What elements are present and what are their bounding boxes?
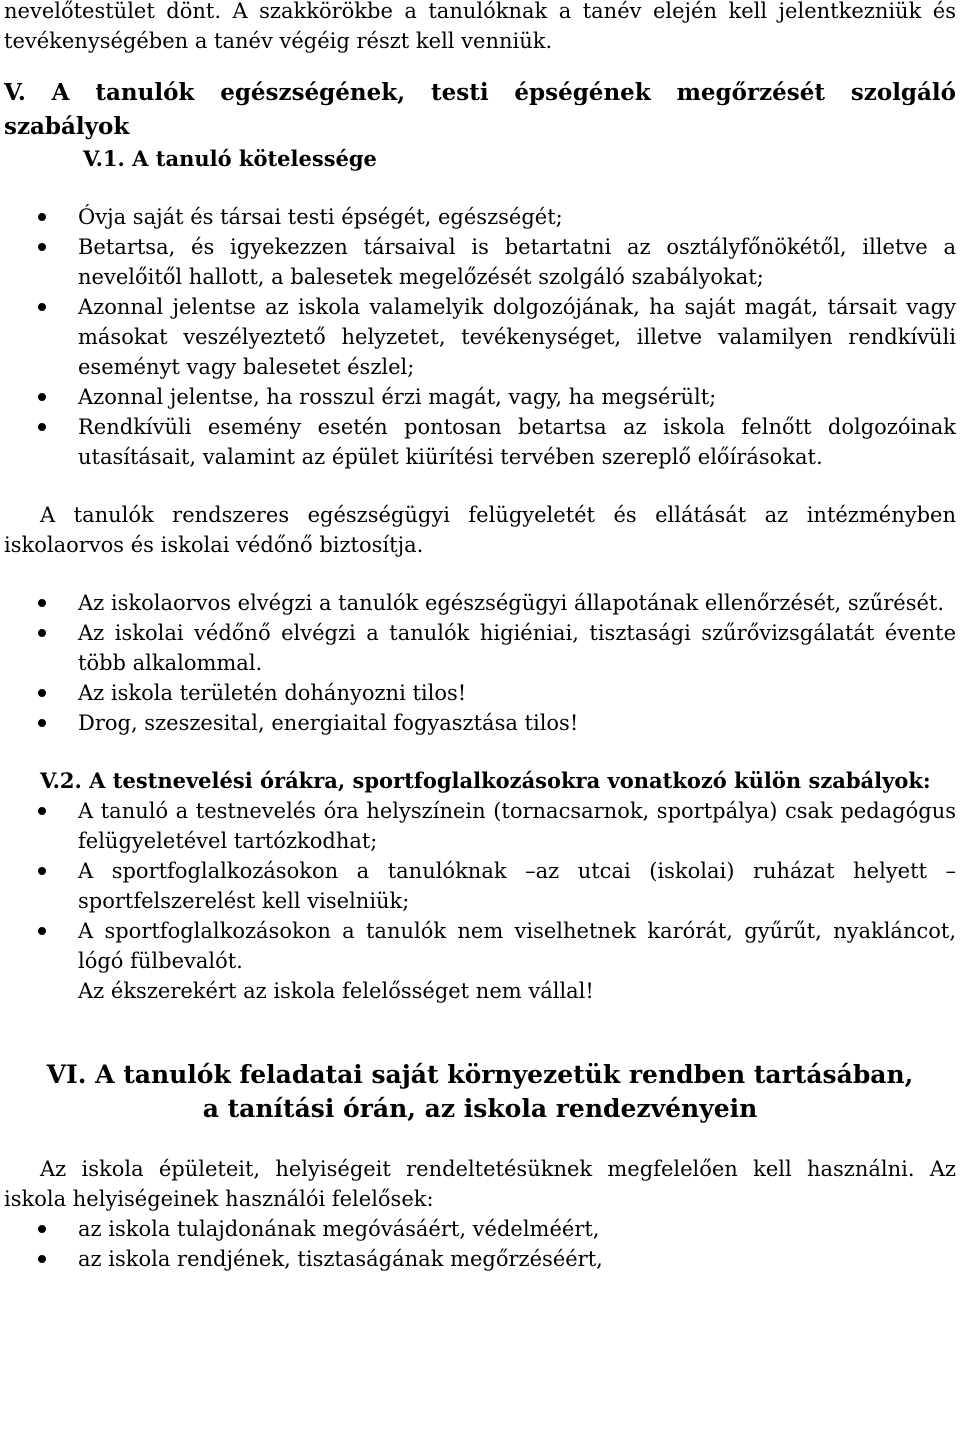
- bullet-icon: [38, 629, 46, 637]
- bullet-icon: [38, 927, 46, 935]
- intro-paragraph: nevelőtestület dönt. A szakkörökbe a tanulóknak a tanév elején kell jelentkezniük és tevékenységében a tanév végéig részt kell venniük.: [4, 0, 956, 53]
- bullet-icon: [38, 867, 46, 875]
- bullet-icon: [38, 1225, 46, 1233]
- student-duties-list: [4, 202, 956, 472]
- bullet-icon: [38, 1255, 46, 1263]
- bullet-icon: [38, 303, 46, 311]
- bullet-icon: [38, 393, 46, 401]
- list-item: Az iskolaorvos elvégzi a tanulók egészségügyi állapotának ellenőrzését, szűrését.: [4, 588, 956, 618]
- section-5-title: V. A tanulók egészségének, testi épségének megőrzését szolgáló szabályok: [4, 79, 956, 140]
- list-item: Azonnal jelentse az iskola valamelyik dolgozójának, ha saját magát, társait vagy másokat veszélyeztető helyzetet, tevékenységet, illetve valamilyen rendkívüli eseményt vagy balesetet észlel;: [4, 292, 956, 382]
- list-item: A sportfoglalkozásokon a tanulóknak –az utcai (iskolai) ruházat helyett – sportfelszerelést kell viselniük;: [4, 856, 956, 916]
- health-paragraph: A tanulók rendszeres egészségügyi felügyeletét és ellátását az intézményben iskolaorvos és iskolai védőnő biztosítja.: [4, 503, 956, 557]
- list-item: az iskola tulajdonának megóvásáért, védelméért,: [4, 1214, 956, 1244]
- list-item: az iskola rendjének, tisztaságának megőrzéséért,: [4, 1244, 956, 1274]
- bullet-icon: [38, 423, 46, 431]
- section-6-title: [4, 1058, 956, 1126]
- list-item: Óvja saját és társai testi épségét, egészségét;: [4, 202, 956, 232]
- health-list: [4, 588, 956, 738]
- list-item: Az iskolai védőnő elvégzi a tanulók higiéniai, tisztasági szűrővizsgálatát évente több alkalommal.: [4, 618, 956, 678]
- document-page: [4, 0, 956, 1274]
- jewelry-note: Az ékszerekért az iskola felelősséget nem vállal!: [78, 979, 594, 1003]
- list-item: Drog, szeszesital, energiaital fogyasztása tilos!: [4, 708, 956, 738]
- section-6-title-line-1: VI. A tanulók feladatai saját környezetük rendben tartásában,: [46, 1060, 914, 1089]
- bullet-icon: [38, 243, 46, 251]
- subsection-5-2-title: V.2. A testnevelési órákra, sportfoglalkozásokra vonatkozó külön szabályok:: [40, 768, 931, 793]
- bullet-icon: [38, 213, 46, 221]
- list-item: A tanuló a testnevelés óra helyszínein (tornacsarnok, sportpálya) csak pedagógus felügyeletével tartózkodhat;: [4, 796, 956, 856]
- section-6-paragraph: Az iskola épületeit, helyiségeit rendeltetésüknek megfelelően kell használni. Az iskola helyiségeinek használói felelősek:: [4, 1157, 956, 1211]
- list-item: Azonnal jelentse, ha rosszul érzi magát, vagy, ha megsérült;: [4, 382, 956, 412]
- responsibility-list: [4, 1214, 956, 1274]
- sports-rules-list: [4, 796, 956, 976]
- list-item: A sportfoglalkozásokon a tanulók nem viselhetnek karórát, gyűrűt, nyakláncot, lógó fülbevalót.: [4, 916, 956, 976]
- bullet-icon: [38, 719, 46, 727]
- bullet-icon: [38, 599, 46, 607]
- list-item: Betartsa, és igyekezzen társaival is betartatni az osztályfőnökétől, illetve a nevelőitől hallott, a balesetek megelőzését szolgáló szabályokat;: [4, 232, 956, 292]
- subsection-5-1-title: V.1. A tanuló kötelessége: [83, 146, 377, 171]
- bullet-icon: [38, 807, 46, 815]
- section-6-title-line-2: a tanítási órán, az iskola rendezvényein: [202, 1094, 758, 1123]
- bullet-icon: [38, 689, 46, 697]
- list-item: Rendkívüli esemény esetén pontosan betartsa az iskola felnőtt dolgozóinak utasításait, valamint az épület kiürítési tervében szereplő előírásokat.: [4, 412, 956, 472]
- list-item: Az iskola területén dohányozni tilos!: [4, 678, 956, 708]
